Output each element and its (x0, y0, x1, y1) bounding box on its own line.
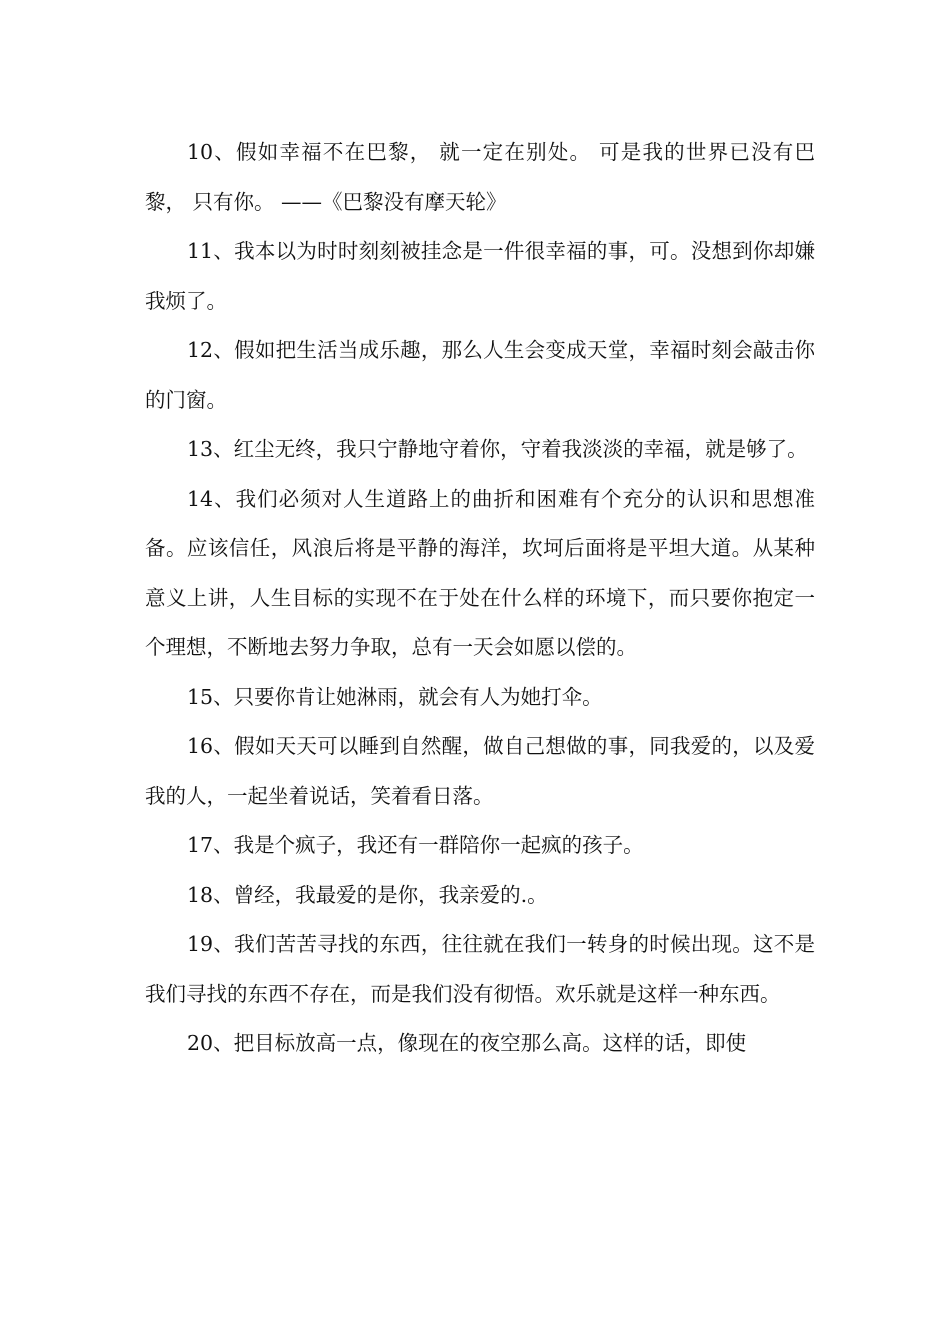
paragraph-14: 14、我们必须对人生道路上的曲折和困难有个充分的认识和思想准备。应该信任，风浪后将是平静的海洋，坎坷后面将是平坦大道。从某种意义上讲，人生目标的实现不在于处在什么样的环境下，而只要你抱定一个理想，不断地去努力争取，总有一天会如愿以偿的。 (145, 486, 815, 659)
paragraph-15: 15、只要你肯让她淋雨，就会有人为她打伞。 (187, 684, 603, 709)
paragraph-12: 12、假如把生活当成乐趣，那么人生会变成天堂，幸福时刻会敲击你的门窗。 (145, 338, 815, 412)
paragraph-13: 13、红尘无终，我只宁静地守着你，守着我淡淡的幸福，就是够了。 (187, 437, 808, 461)
paragraph-11: 11、我本以为时时刻刻被挂念是一件很幸福的事，可。没想到你却嫌我烦了。 (145, 239, 815, 313)
paragraph-10: 10、假如幸福不在巴黎， 就一定在别处。 可是我的世界已没有巴黎， 只有你。 ——《巴黎没有摩天轮》 (145, 140, 815, 214)
paragraph-18: 18、曾经，我最爱的是你，我亲爱的.。 (187, 882, 548, 907)
paragraph-17: 17、我是个疯子，我还有一群陪你一起疯的孩子。 (187, 833, 644, 857)
paragraph-20: 20、把目标放高一点，像现在的夜空那么高。这样的话，即使 (187, 1031, 747, 1055)
document-body (145, 128, 815, 1069)
paragraph-16: 16、假如天天可以睡到自然醒，做自己想做的事，同我爱的，以及爱我的人，一起坐着说话，笑着看日落。 (145, 734, 815, 808)
paragraph-19: 19、我们苦苦寻找的东西，往往就在我们一转身的时候出现。这不是我们寻找的东西不存在，而是我们没有彻悟。欢乐就是这样一种东西。 (145, 932, 815, 1006)
